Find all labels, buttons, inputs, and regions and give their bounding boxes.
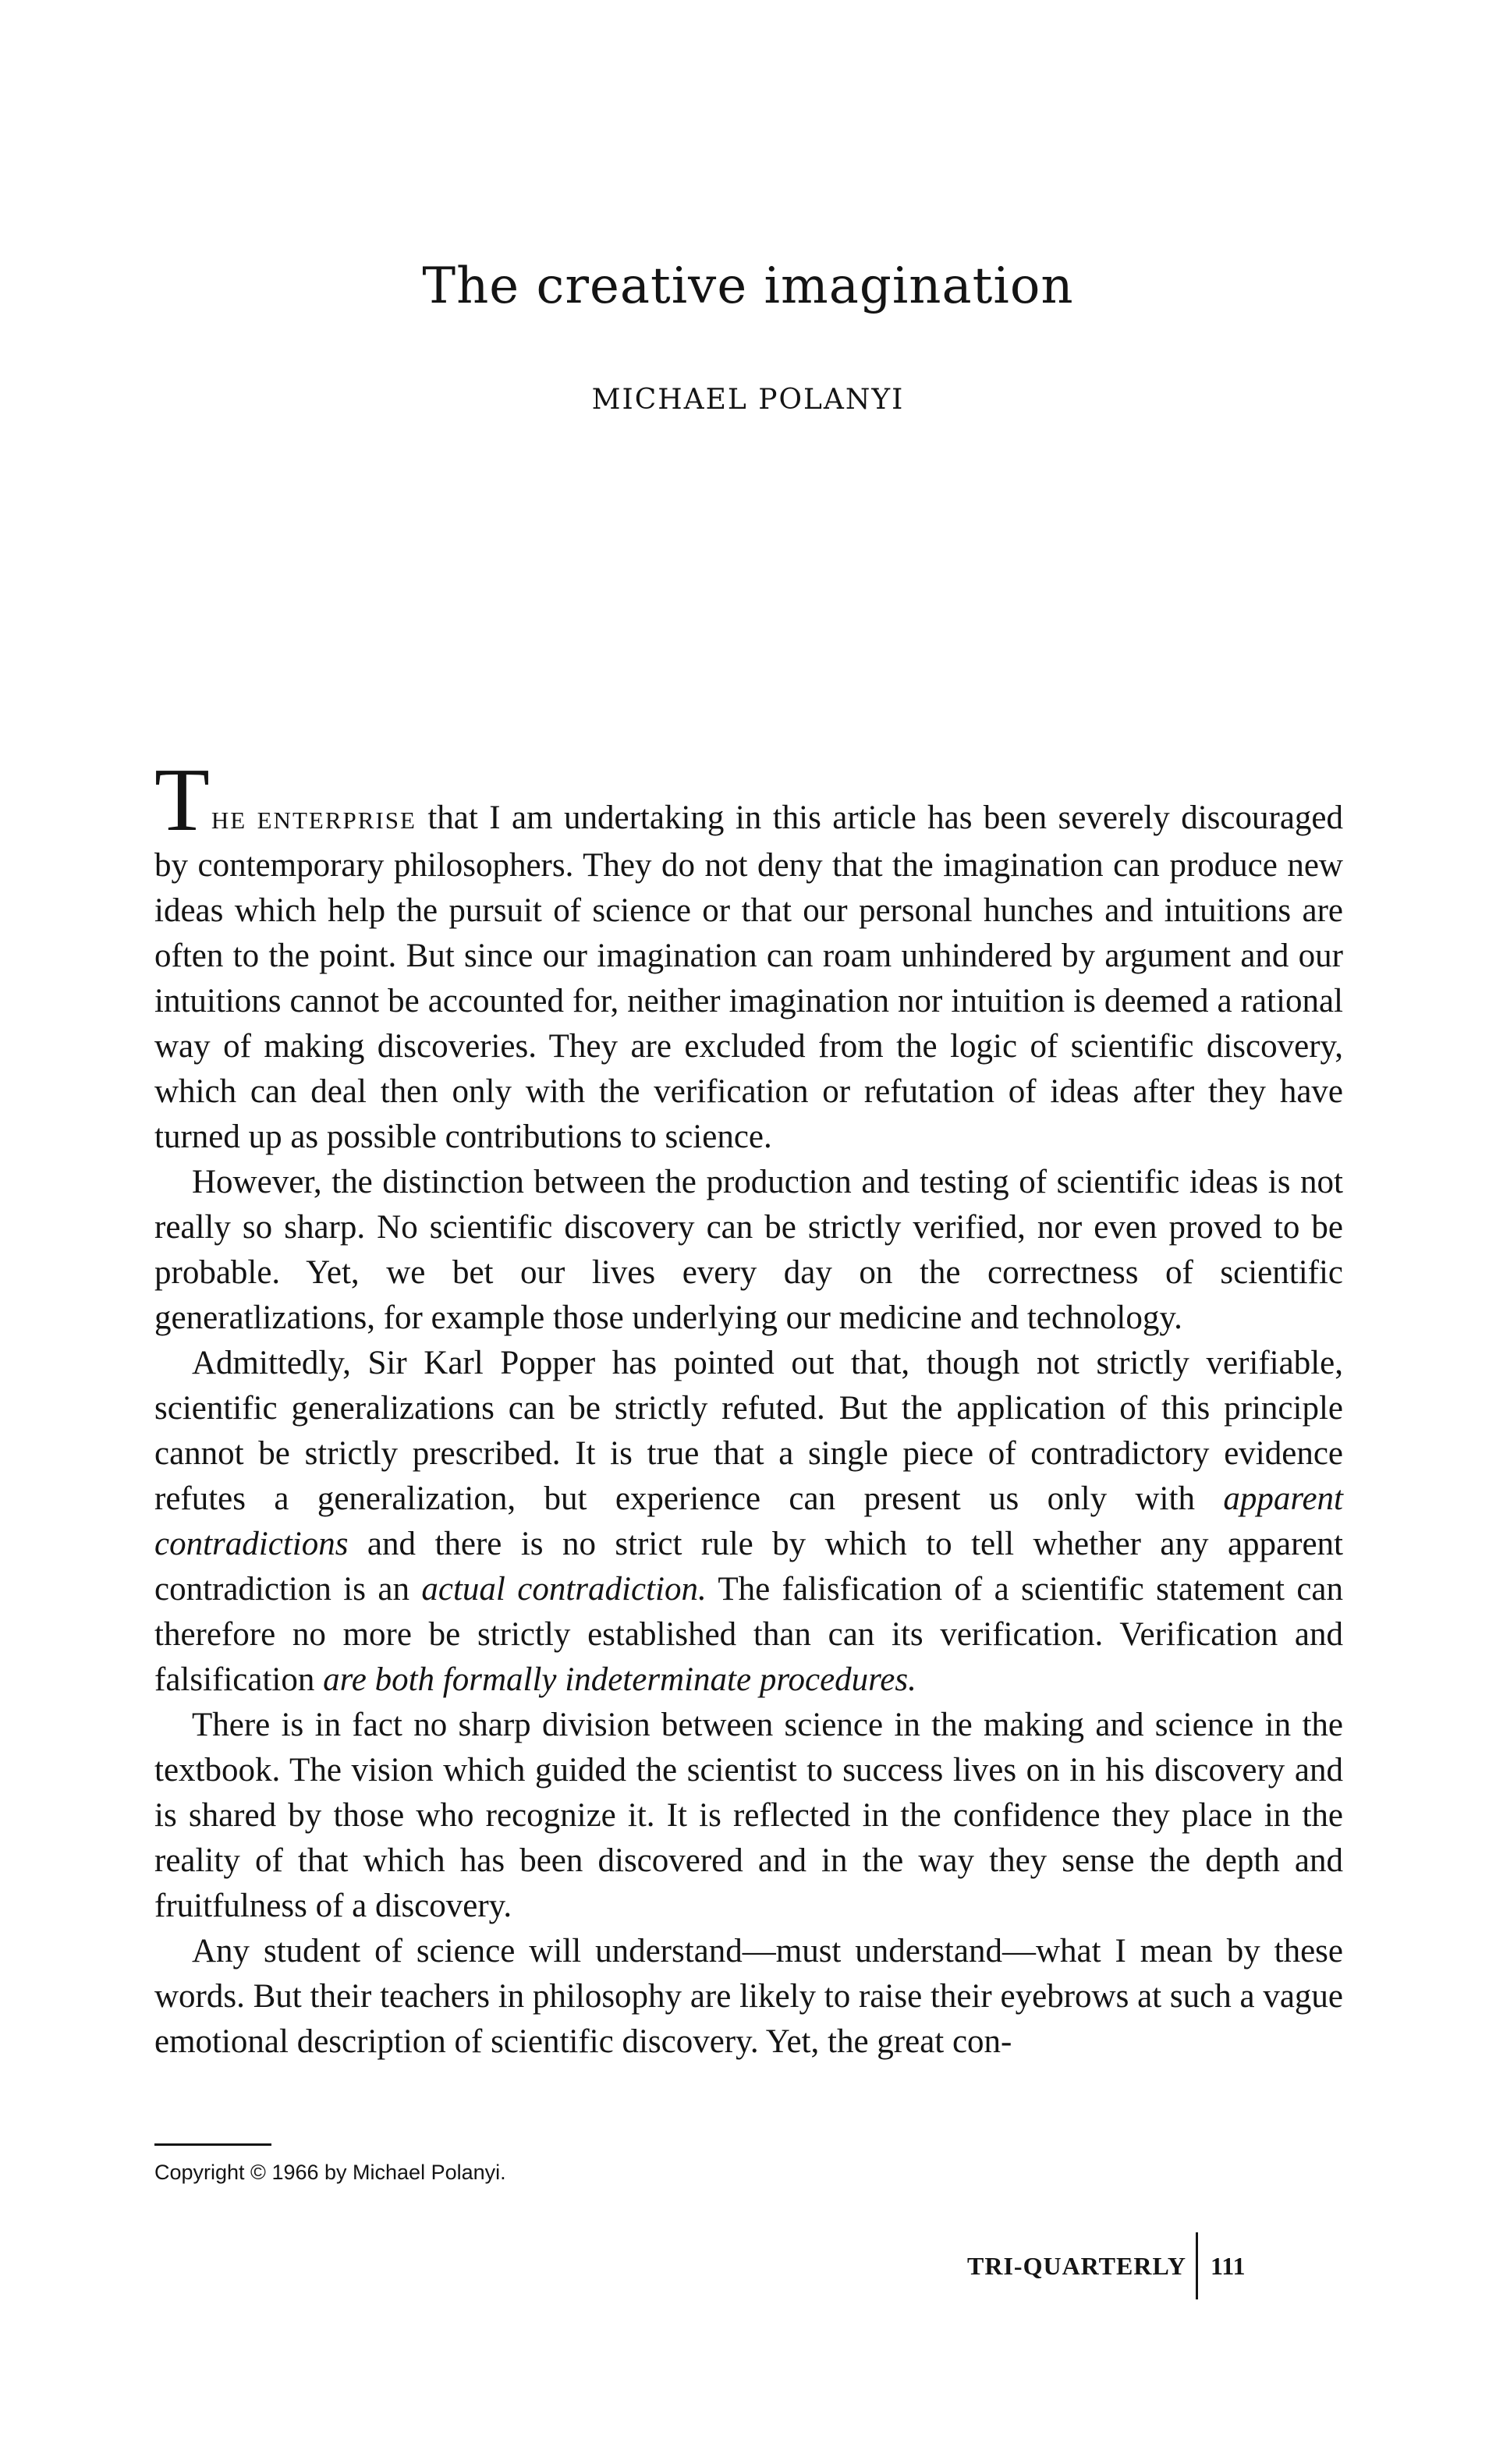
footnote-rule: [154, 2143, 271, 2146]
emphasis-apparent-contradictions: apparent contradictions: [154, 1480, 1343, 1562]
opening-smallcaps: HE ENTERPRISE: [211, 807, 417, 834]
paragraph-1-text: that I am undertaking in this article has been severely discouraged by contemporary philosophers. They do not deny that the imagination can produce new ideas which help the pursuit of science or that our personal hunches and intuitions are often to the point. But since our imagination can roam unhindered by argument and our intuitions cannot be accounted for, neither imagination nor intuition is deemed a rational way of making discoveries. They are excluded from the logic of scientific discovery, which can deal then only with the verification or refutation of ideas after they have turned up as possible contributions to science.: [154, 799, 1343, 1155]
article-title: The creative imagination: [422, 257, 1074, 315]
paragraph-1: [154, 750, 1343, 1160]
paragraph-2: However, the distinction between the production and testing of scientific ideas is not really so sharp. No scientific discovery can be strictly verified, nor even proved to be probable. Yet, we bet our lives every day on the correctness of scientific generatlizations, for example those underlying our medicine and technology.: [154, 1164, 1343, 1336]
journal-name: TRI-QUARTERLY: [967, 2251, 1186, 2280]
footer-divider: [1196, 2232, 1198, 2299]
emphasis-indeterminate-procedures: are both formally indeterminate procedures.: [323, 1661, 916, 1698]
paragraph-4: There is in fact no sharp division between science in the making and science in the textbook. The vision which guided the scientist to success lives on in his discovery and is shared by those who recognize it. It is reflected in the confidence they place in the reality of that which has been discovered and in the way they sense the depth and fruitfulness of a discovery.: [154, 1707, 1343, 1924]
emphasis-actual-contradiction: actual contradiction.: [421, 1571, 707, 1608]
paragraph-3-text-b: and there is no strict rule by which to tell whether any apparent contradiction is an: [154, 1526, 1343, 1608]
paragraph-3: [154, 1341, 1343, 1703]
paragraph-5: Any student of science will understand—must understand—what I mean by these words. But their teachers in philosophy are likely to raise their eyebrows at such a vague emotional description of scientific discovery. Yet, the great con-: [154, 1933, 1343, 2060]
drop-cap: T: [154, 750, 210, 850]
author-name: MICHAEL POLANYI: [591, 384, 905, 416]
paragraph-3-text-a: Admittedly, Sir Karl Popper has pointed out that, though not strictly verifiable, scientific generalizations can be strictly refuted. But the application of this principle cannot be strictly prescribed. It is true that a single piece of contradictory evidence refutes a generalization, but experience can present us only with: [154, 1345, 1343, 1517]
paragraph-3-text-c: The falisfication of a scientific statement can therefore no more be strictly established than can its verification. Verification and falsification: [154, 1571, 1343, 1698]
running-footer: [967, 2239, 1245, 2293]
copyright-footnote: Copyright © 1966 by Michael Polanyi.: [154, 2161, 506, 2184]
article-body: [154, 750, 1343, 2065]
page-number: 111: [1210, 2251, 1246, 2280]
